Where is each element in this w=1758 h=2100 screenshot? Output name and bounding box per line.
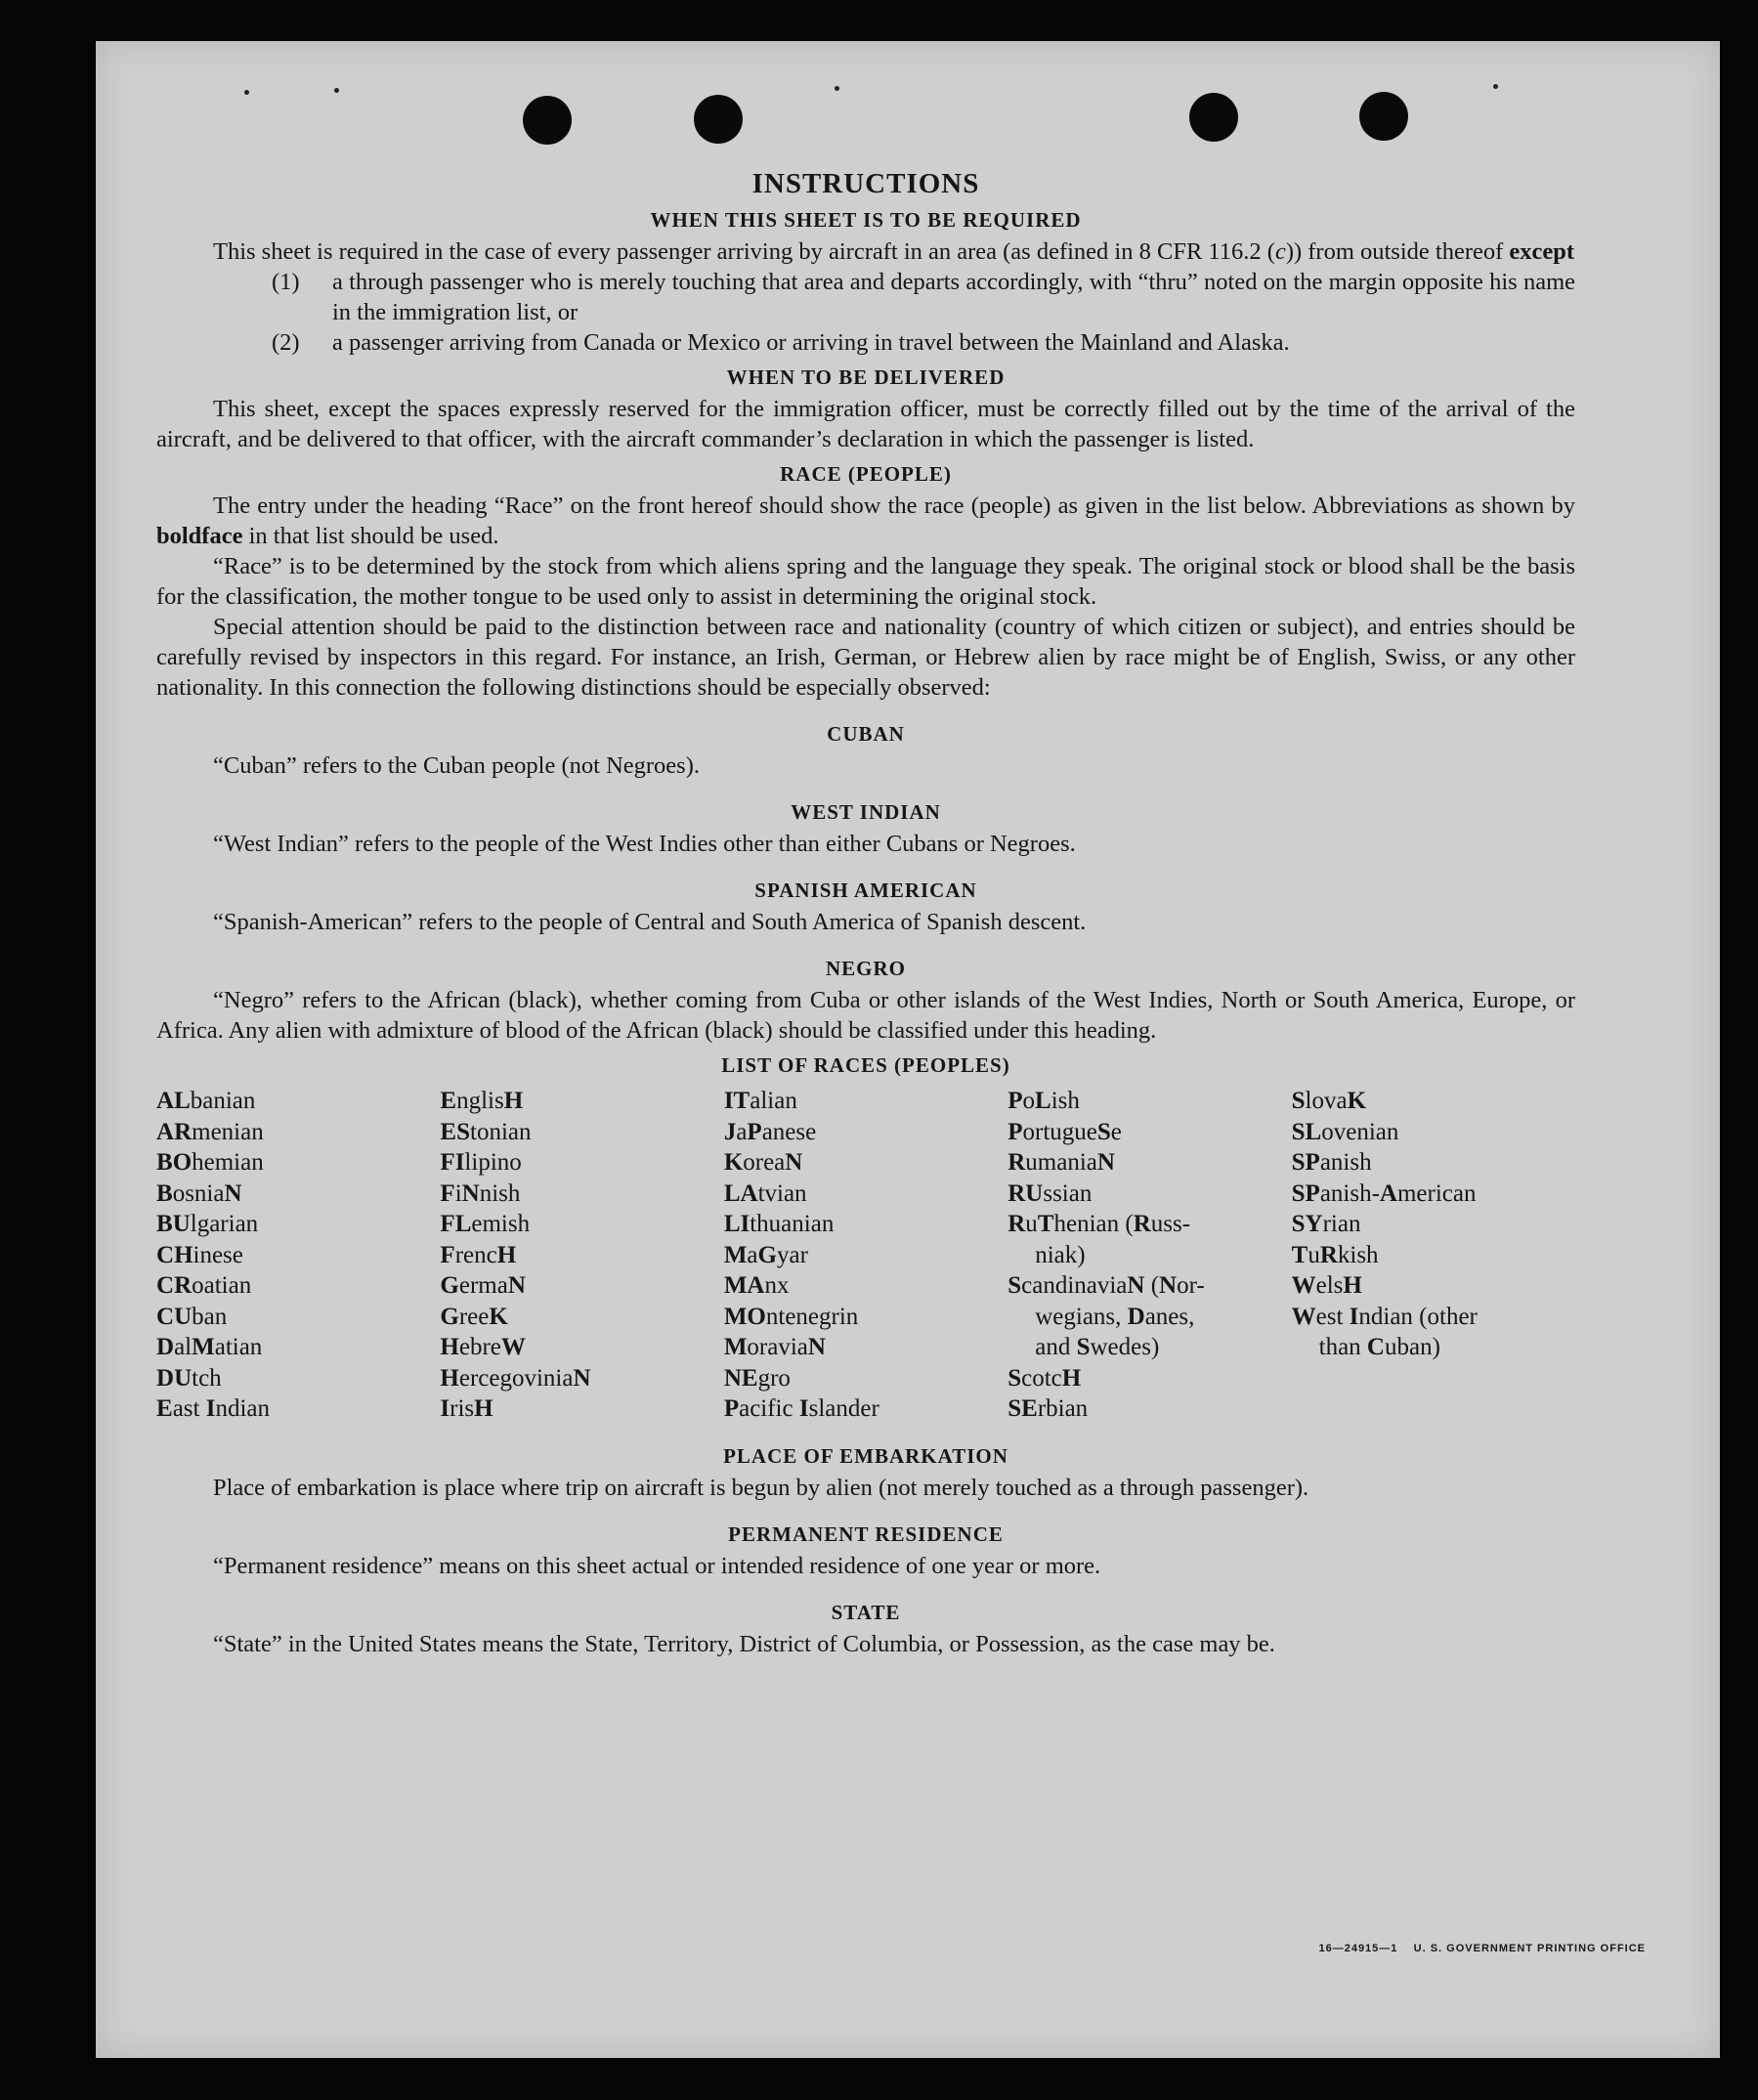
race-entry: FrencH (440, 1241, 517, 1268)
form-number: 16—24915—1 (1318, 1943, 1398, 1954)
race-entry: EnglisH (440, 1088, 524, 1114)
paragraph-state (156, 1629, 1575, 1659)
race-entry: CHinese (156, 1241, 243, 1268)
section-heading-race: RACE (PEOPLE) (780, 462, 952, 486)
punch-hole (694, 95, 743, 144)
race-entry: LAtvian (723, 1179, 807, 1207)
text-run-bold: boldface (156, 523, 243, 549)
race-entry: PortugueSe (1008, 1118, 1122, 1145)
race-entry: MoraviaN (723, 1334, 826, 1360)
race-entry: WelsH (1291, 1272, 1362, 1299)
races-column (724, 1086, 1008, 1425)
section-heading-when-delivered: WHEN TO BE DELIVERED (726, 365, 1006, 389)
dust-speck (1493, 84, 1498, 89)
race-entry-continued: niak) (1035, 1241, 1086, 1268)
paragraph-residence: “Permanent residence” means on this sheet actual or intended residence of one year or more. (213, 1552, 1101, 1579)
race-entry: BOhemian (156, 1149, 264, 1176)
paragraph-when-delivered: This sheet, except the spaces expressly reserved for the immigration officer, must be correctly filled out by the time of the arrival of the aircraft, and be delivered to that officer, with the aircraft commander’s declaration in which the passenger is listed. (156, 396, 1575, 452)
text-run: )) from outside thereof (1285, 238, 1510, 265)
paragraph-west-indian: “West Indian” refers to the people of the West Indies other than either Cubans or Negroes. (213, 831, 1076, 857)
paragraph-race-2: “Race” is to be determined by the stock from which aliens spring and the language they speak. The original stock or blood shall be the basis for the classification, the mother tongue to be used only to assist in determining the original stock. (156, 553, 1575, 610)
section-heading-list-of-races: LIST OF RACES (PEOPLES) (721, 1053, 1010, 1077)
race-entry: EStonian (440, 1118, 532, 1145)
race-entry: ARmenian (156, 1118, 264, 1145)
text-run: The entry under the heading “Race” on the front hereof should show the race (people) as given in the list below. Abbreviations as shown by (213, 493, 1575, 519)
races-column (1292, 1086, 1575, 1425)
section-heading-negro: NEGRO (825, 957, 906, 980)
race-entry: LIthuanian (723, 1211, 835, 1237)
race-entry: JaPanese (723, 1118, 817, 1145)
paragraph-spanish-american: “Spanish-American” refers to the people of Central and South America of Spanish descent. (213, 909, 1087, 935)
race-entry: SlovaK (1291, 1088, 1367, 1114)
races-column (156, 1086, 440, 1425)
punch-hole (1189, 93, 1238, 142)
page-title: INSTRUCTIONS (751, 168, 980, 199)
list-item-number: (2) (272, 329, 300, 356)
race-entry: FiNnish (440, 1179, 521, 1207)
race-entry: DalMatian (156, 1334, 263, 1360)
text-run: This sheet is required in the case of every passenger arriving by aircraft in an area (as defined in 8 CFR 116.2 ( (213, 238, 1275, 265)
document-page (96, 41, 1720, 2058)
race-entry-continued: and Swedes) (1035, 1334, 1160, 1360)
race-entry: RumaniaN (1008, 1149, 1115, 1176)
paragraph-race-3: Special attention should be paid to the distinction between race and nationality (country of which citizen or subject), and entries should be carefully revised by inspectors in this regard. For instance, an Irish, German, or Hebrew alien by race might be of English, Swiss, or any other nationality. In this connection the following distinctions should be especially observed: (156, 614, 1575, 701)
races-column (1008, 1086, 1291, 1425)
list-item-text: a passenger arriving from Canada or Mexico or arriving in travel between the Mainland and Alaska. (332, 329, 1290, 356)
instructions-content (156, 168, 1575, 1659)
race-entry: BosniaN (156, 1179, 242, 1207)
race-entry: BUlgarian (156, 1211, 259, 1237)
section-heading-cuban: CUBAN (827, 722, 905, 746)
race-entry: ScandinaviaN (Nor- (1008, 1272, 1205, 1299)
text-run-italic: c (1274, 238, 1286, 265)
list-item-number: (1) (272, 269, 300, 295)
punch-hole (1359, 92, 1408, 141)
race-entry: SPanish-American (1291, 1179, 1477, 1207)
race-entry: NEgro (723, 1364, 791, 1392)
paragraph-negro: “Negro” refers to the African (black), whether coming from Cuba or other islands of the West Indies, North or South America, Europe, or Africa. Any alien with admixture of blood of the African (black) should be classified under this heading. (156, 987, 1575, 1044)
race-entry: FIlipino (440, 1149, 522, 1176)
race-entry: RuThenian (Russ- (1008, 1211, 1191, 1237)
section-heading-spanish-american: SPANISH AMERICAN (754, 879, 977, 902)
race-entry: ALbanian (156, 1088, 256, 1114)
race-entry: KoreaN (723, 1149, 803, 1176)
list-item (156, 327, 1575, 358)
printer-footer (1318, 1943, 1646, 1954)
race-entry: IrisH (440, 1395, 493, 1422)
race-entry: RUssian (1008, 1179, 1093, 1207)
race-entry: SYrian (1291, 1211, 1361, 1237)
race-entry: West Indian (other (1291, 1303, 1478, 1330)
race-entry-continued: than Cuban) (1318, 1334, 1440, 1360)
list-item-text: a through passenger who is merely touching that area and departs accordingly, with “thru” noted on the margin opposite his name in the immigration list, or (332, 269, 1575, 325)
race-entry: ITalian (723, 1088, 797, 1114)
list-item (156, 267, 1575, 327)
races-column (440, 1086, 723, 1425)
printer-name: U. S. GOVERNMENT PRINTING OFFICE (1413, 1943, 1646, 1954)
race-entry: East Indian (156, 1395, 270, 1422)
race-entry: CRoatian (156, 1272, 252, 1299)
race-entry: TuRkish (1291, 1241, 1379, 1268)
dust-speck (835, 86, 839, 91)
race-entry: SErbian (1008, 1395, 1089, 1422)
dust-speck (334, 88, 339, 93)
section-heading-state: STATE (831, 1600, 901, 1624)
paragraph-embarkation: Place of embarkation is place where trip on aircraft is begun by alien (not merely touched as a through passenger). (213, 1474, 1309, 1501)
race-entry: PoLish (1008, 1088, 1080, 1114)
dust-speck (244, 90, 249, 95)
race-entry: GermaN (440, 1272, 526, 1299)
paragraph-race-1 (156, 491, 1575, 551)
race-entry: GreeK (440, 1303, 508, 1330)
paragraph-when-required (156, 236, 1575, 267)
race-entry: MOntenegrin (723, 1303, 859, 1330)
race-entry: DUtch (156, 1364, 222, 1392)
section-heading-embarkation: PLACE OF EMBARKATION (723, 1443, 1008, 1468)
paragraph-cuban: “Cuban” refers to the Cuban people (not Negroes). (213, 752, 700, 779)
race-entry: FLemish (440, 1211, 531, 1237)
race-entry: HercegoviniaN (440, 1364, 591, 1392)
race-entry: MAnx (723, 1272, 790, 1299)
race-entry: ScotcH (1008, 1364, 1082, 1392)
section-heading-residence: PERMANENT RESIDENCE (728, 1521, 1004, 1546)
text-run: in that list should be used. (242, 523, 499, 549)
race-entry: MaGyar (723, 1241, 808, 1268)
race-entry: SLovenian (1291, 1118, 1399, 1145)
race-entry: HebreW (440, 1334, 526, 1360)
section-heading-when-required: WHEN THIS SHEET IS TO BE REQUIRED (650, 208, 1082, 232)
race-entry: CUban (156, 1303, 228, 1330)
races-list (156, 1086, 1575, 1425)
text-run: “State” in the United States means the State, Territory, District of Columbia, or Possession, as the case may be. (213, 1630, 1275, 1657)
punch-hole (523, 96, 572, 145)
text-run-bold: except (1509, 238, 1575, 265)
race-entry-continued: wegians, Danes, (1035, 1303, 1195, 1330)
section-heading-west-indian: WEST INDIAN (791, 800, 941, 824)
race-entry: Pacific Islander (723, 1395, 879, 1422)
race-entry: SPanish (1291, 1149, 1372, 1176)
